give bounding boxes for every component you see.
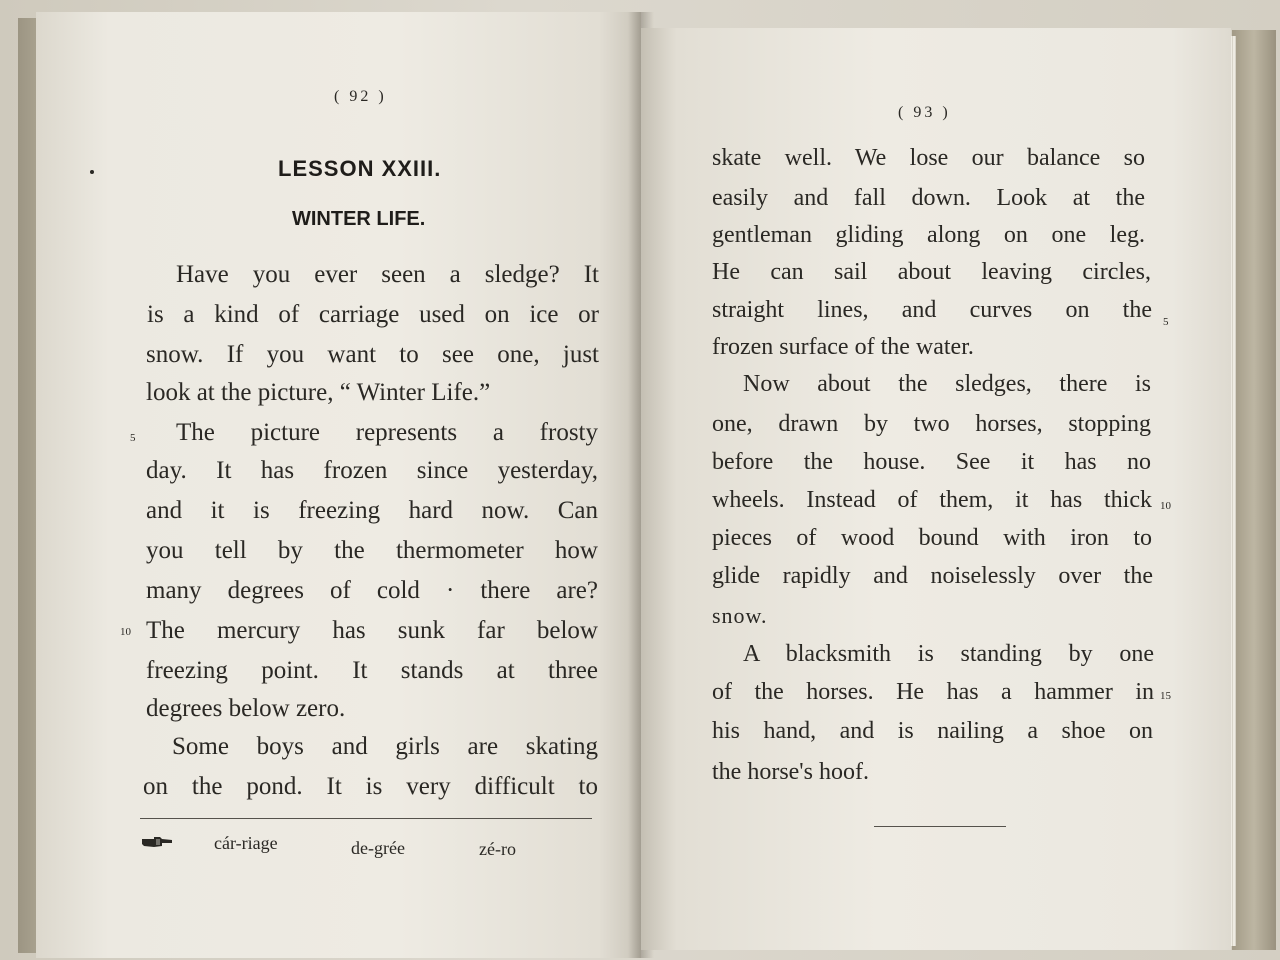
left-text-line: many degrees of cold · there are? xyxy=(146,577,598,604)
right-text-line: skate well. We lose our balance so xyxy=(712,145,1145,171)
left-text-line: The picture represents a frosty xyxy=(176,419,598,446)
left-text-line: degrees below zero. xyxy=(146,695,346,722)
right-text-line: the horse's hoof. xyxy=(712,759,869,785)
line-number-marker: 10 xyxy=(120,626,131,638)
lesson-title: LESSON XXIII. xyxy=(278,156,442,181)
left-text-line: snow. If you want to see one, just xyxy=(146,341,599,368)
lesson-subtitle: WINTER LIFE. xyxy=(292,208,426,230)
left-page xyxy=(36,12,641,958)
line-number-marker: 10 xyxy=(1160,500,1171,512)
right-text-line: before the house. See it has no xyxy=(712,449,1151,475)
line-number-marker: 5 xyxy=(1163,316,1169,328)
right-text-line: snow. xyxy=(712,603,768,628)
right-text-line: gentleman gliding along on one leg. xyxy=(712,222,1145,248)
right-text-line: straight lines, and curves on the xyxy=(712,297,1152,323)
right-text-line: one, drawn by two horses, stopping xyxy=(712,411,1151,437)
left-text-line: on the pond. It is very difficult to xyxy=(143,773,598,800)
end-rule xyxy=(874,826,1006,827)
glossary-word-degree: de-grée xyxy=(351,838,405,858)
glossary-word-zero: zé-ro xyxy=(479,839,516,859)
pointing-hand-icon xyxy=(140,834,174,850)
left-text-line: and it is freezing hard now. Can xyxy=(146,497,598,524)
right-text-line: his hand, and is nailing a shoe on xyxy=(712,718,1153,744)
line-number-marker: 15 xyxy=(1160,690,1171,702)
right-text-line: wheels. Instead of them, it has thick xyxy=(712,487,1152,513)
left-text-line: Have you ever seen a sledge? It xyxy=(176,261,599,288)
right-page-number: ( 93 ) xyxy=(898,104,951,121)
book-cover-right xyxy=(1232,30,1276,950)
left-text-line: day. It has frozen since yesterday, xyxy=(146,457,598,484)
right-text-line: easily and fall down. Look at the xyxy=(712,185,1145,211)
right-text-line: pieces of wood bound with iron to xyxy=(712,525,1152,551)
right-text-line: He can sail about leaving circles, xyxy=(712,259,1151,285)
glossary-word-carriage: cár-riage xyxy=(214,833,278,853)
left-text-line: Some boys and girls are skating xyxy=(172,733,598,760)
right-text-line: A blacksmith is standing by one xyxy=(743,641,1154,667)
right-text-line: frozen surface of the water. xyxy=(712,334,974,360)
footnote-rule xyxy=(140,818,592,819)
left-text-line: you tell by the thermometer how xyxy=(146,537,598,564)
right-text-line: of the horses. He has a hammer in xyxy=(712,679,1154,705)
ink-spot xyxy=(90,170,94,174)
left-text-line: The mercury has sunk far below xyxy=(146,617,598,644)
right-text-line: Now about the sledges, there is xyxy=(743,371,1151,397)
line-number-marker: 5 xyxy=(130,432,136,444)
right-text-line: glide rapidly and noiselessly over the xyxy=(712,563,1153,589)
left-text-line: freezing point. It stands at three xyxy=(146,657,598,684)
left-text-line: look at the picture, “ Winter Life.” xyxy=(146,379,491,406)
left-text-line: is a kind of carriage used on ice or xyxy=(147,301,599,328)
left-page-number: ( 92 ) xyxy=(334,88,387,105)
